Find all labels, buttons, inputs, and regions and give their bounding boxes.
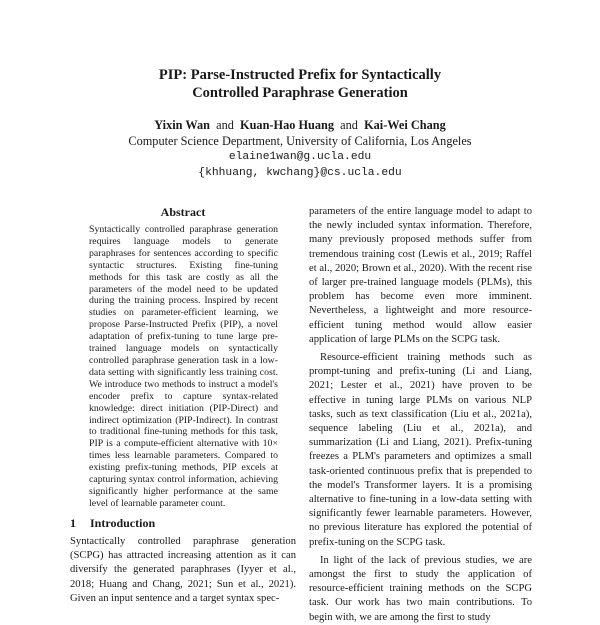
author-block <box>0 117 600 181</box>
right-paragraph-3: In light of the lack of previous studies, we are amongst the first to study the application of resource-efficient training methods on the SCPG task. Our work has two main contributions. To begin with, we are among the first to study <box>309 554 532 623</box>
abstract-text: Syntactically controlled paraphrase generation requires language models to generate paraphrases for sentences according to specific syntactic structures. Existing fine-tuning methods for this task are costly as all the parameters of the model need to be updated during the training process. Inspired by recent studies on parameter-efficient learning, we propose Parse-Instructed Prefix (PIP), a novel adaptation of prefix-tuning to tune large pre-trained language models on syntactically controlled paraphrase generation task in a low-data setting with significantly less training cost. We introduce two methods to instruct a model's encoder prefix to capture syntax-related knowledge: direct initiation (PIP-Direct) and indirect optimization (PIP-Indirect). In contrast to traditional fine-tuning methods for this task, PIP is a compute-efficient alternative with 10× times less learnable parameters. Compared to existing prefix-tuning methods, PIP excels at capturing syntax control information, achieving significantly higher performance at the same level of learnable parameter count. <box>89 224 278 509</box>
intro-paragraph: Syntactically controlled paraphrase generation (SCPG) has attracted increasing attention as it can diversify the generated paraphrases (Iyyer et al., 2018; Huang and Chang, 2021; Sun et al., 2021). Given an input sentence and a target syntax spec- <box>70 536 296 604</box>
affiliation: Computer Science Department, University of California, Los Angeles <box>128 134 472 148</box>
title-line-1: PIP: Parse-Instructed Prefix for Syntactically <box>158 67 442 83</box>
paper-title <box>0 66 600 102</box>
section-title: Introduction <box>90 516 156 530</box>
section-heading-introduction <box>70 516 296 531</box>
introduction-column <box>70 535 296 606</box>
abstract-heading: Abstract <box>160 205 206 219</box>
right-paragraph-1: parameters of the entire language model to adapt to the newly included syntax information. Therefore, many previously proposed methods suffer from tremendous training cost (Lewis et al., 2019; Raffel et al., 2020; Brown et al., 2020). With the recent rise of larger pre-trained language models (PLMs), this problem has become even more imminent. Nevertheless, a lightweight and more resource-efficient tuning method would allow easier application of large PLMs on the SCPG task. <box>309 206 532 345</box>
author-names <box>0 117 600 133</box>
right-column <box>309 205 532 625</box>
author-3: Kai-Wei Chang <box>364 118 446 132</box>
author-2: Kuan-Hao Huang <box>240 118 334 132</box>
section-number: 1 <box>70 516 76 530</box>
right-paragraph-2: Resource-efficient training methods such as prompt-tuning and prefix-tuning (Li and Liang, 2021; Lester et al., 2021) have proven to be effective in tuning large PLMs on various NLP tasks, such as text classification (Liu et al., 2021a), sequence labeling (Liu et al., 2021a), and summarization (Li and Liang, 2021). Prefix-tuning freezes a PLM's parameters and optimizes a small task-oriented continuous prefix that is prepended to the model's Transformer layers. It is a promising alternative to fine-tuning in a low-data setting with significantly fewer learnable parameters. However, no previous literature has explored the potential of prefix-tuning on the SCPG task. <box>309 352 532 548</box>
email-2: {khhuang, kwchang}@cs.ucla.edu <box>198 167 402 179</box>
title-line-2: Controlled Paraphrase Generation <box>192 85 408 101</box>
author-and-1: and <box>216 118 234 132</box>
author-and-2: and <box>340 118 358 132</box>
email-1: elaine1wan@g.ucla.edu <box>228 151 372 163</box>
author-1: Yixin Wan <box>154 118 210 132</box>
